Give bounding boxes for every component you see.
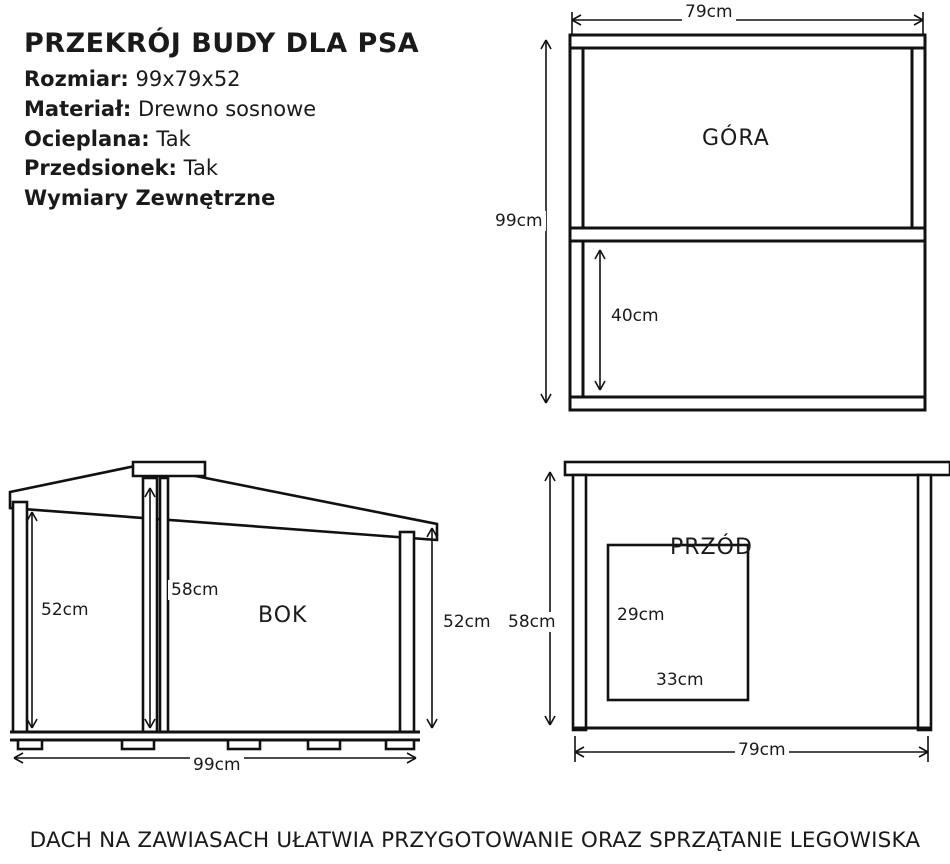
dim-top-width: 79cm [682, 2, 736, 22]
spec-key: Rozmiar: [24, 67, 129, 91]
dim-side-length: 99cm [190, 755, 244, 775]
spec-key: Materiał: [24, 96, 132, 121]
view-front [480, 440, 950, 790]
specification-block [24, 28, 494, 214]
view-top-label: GÓRA [702, 126, 770, 151]
view-front-label: PRZÓD [670, 535, 753, 560]
spec-value: Drewno sosnowe [137, 96, 317, 121]
view-side-label: BOK [258, 603, 308, 628]
dim-side-back-height: 52cm [440, 612, 494, 632]
spec-key: Przedsionek: [24, 156, 177, 181]
spec-row-ocieplana [24, 125, 494, 155]
footer-note: DACH NA ZAWIASACH UŁATWIA PRZYGOTOWANIE ORAZ SPRZĄTANIE LEGOWISKA [29, 828, 921, 853]
dim-side-front-height: 52cm [38, 600, 92, 620]
dim-front-width: 79cm [735, 740, 789, 760]
view-top [480, 0, 950, 430]
spec-value: 99x79x52 [135, 67, 241, 91]
dim-front-height: 58cm [505, 612, 559, 632]
spec-row-przedsionek [24, 154, 494, 184]
view-side [0, 440, 491, 790]
view-top-drawing [480, 0, 950, 430]
dim-top-height: 99cm [492, 211, 546, 231]
spec-row-rozmiar [24, 65, 494, 95]
spec-key: Wymiary Zewnętrzne [24, 186, 276, 211]
dim-top-inner: 40cm [608, 306, 662, 326]
spec-value: Tak [183, 156, 219, 181]
spec-row-material [24, 95, 494, 125]
dim-front-door-height: 29cm [614, 605, 668, 625]
spec-row-wymiary [24, 184, 494, 214]
dim-front-door-width: 33cm [653, 670, 707, 690]
page-title: PRZEKRÓJ BUDY DLA PSA [24, 28, 420, 59]
spec-key: Ocieplana: [24, 126, 150, 151]
spec-value: Tak [156, 126, 191, 151]
dim-side-ridge-height: 58cm [168, 580, 222, 600]
